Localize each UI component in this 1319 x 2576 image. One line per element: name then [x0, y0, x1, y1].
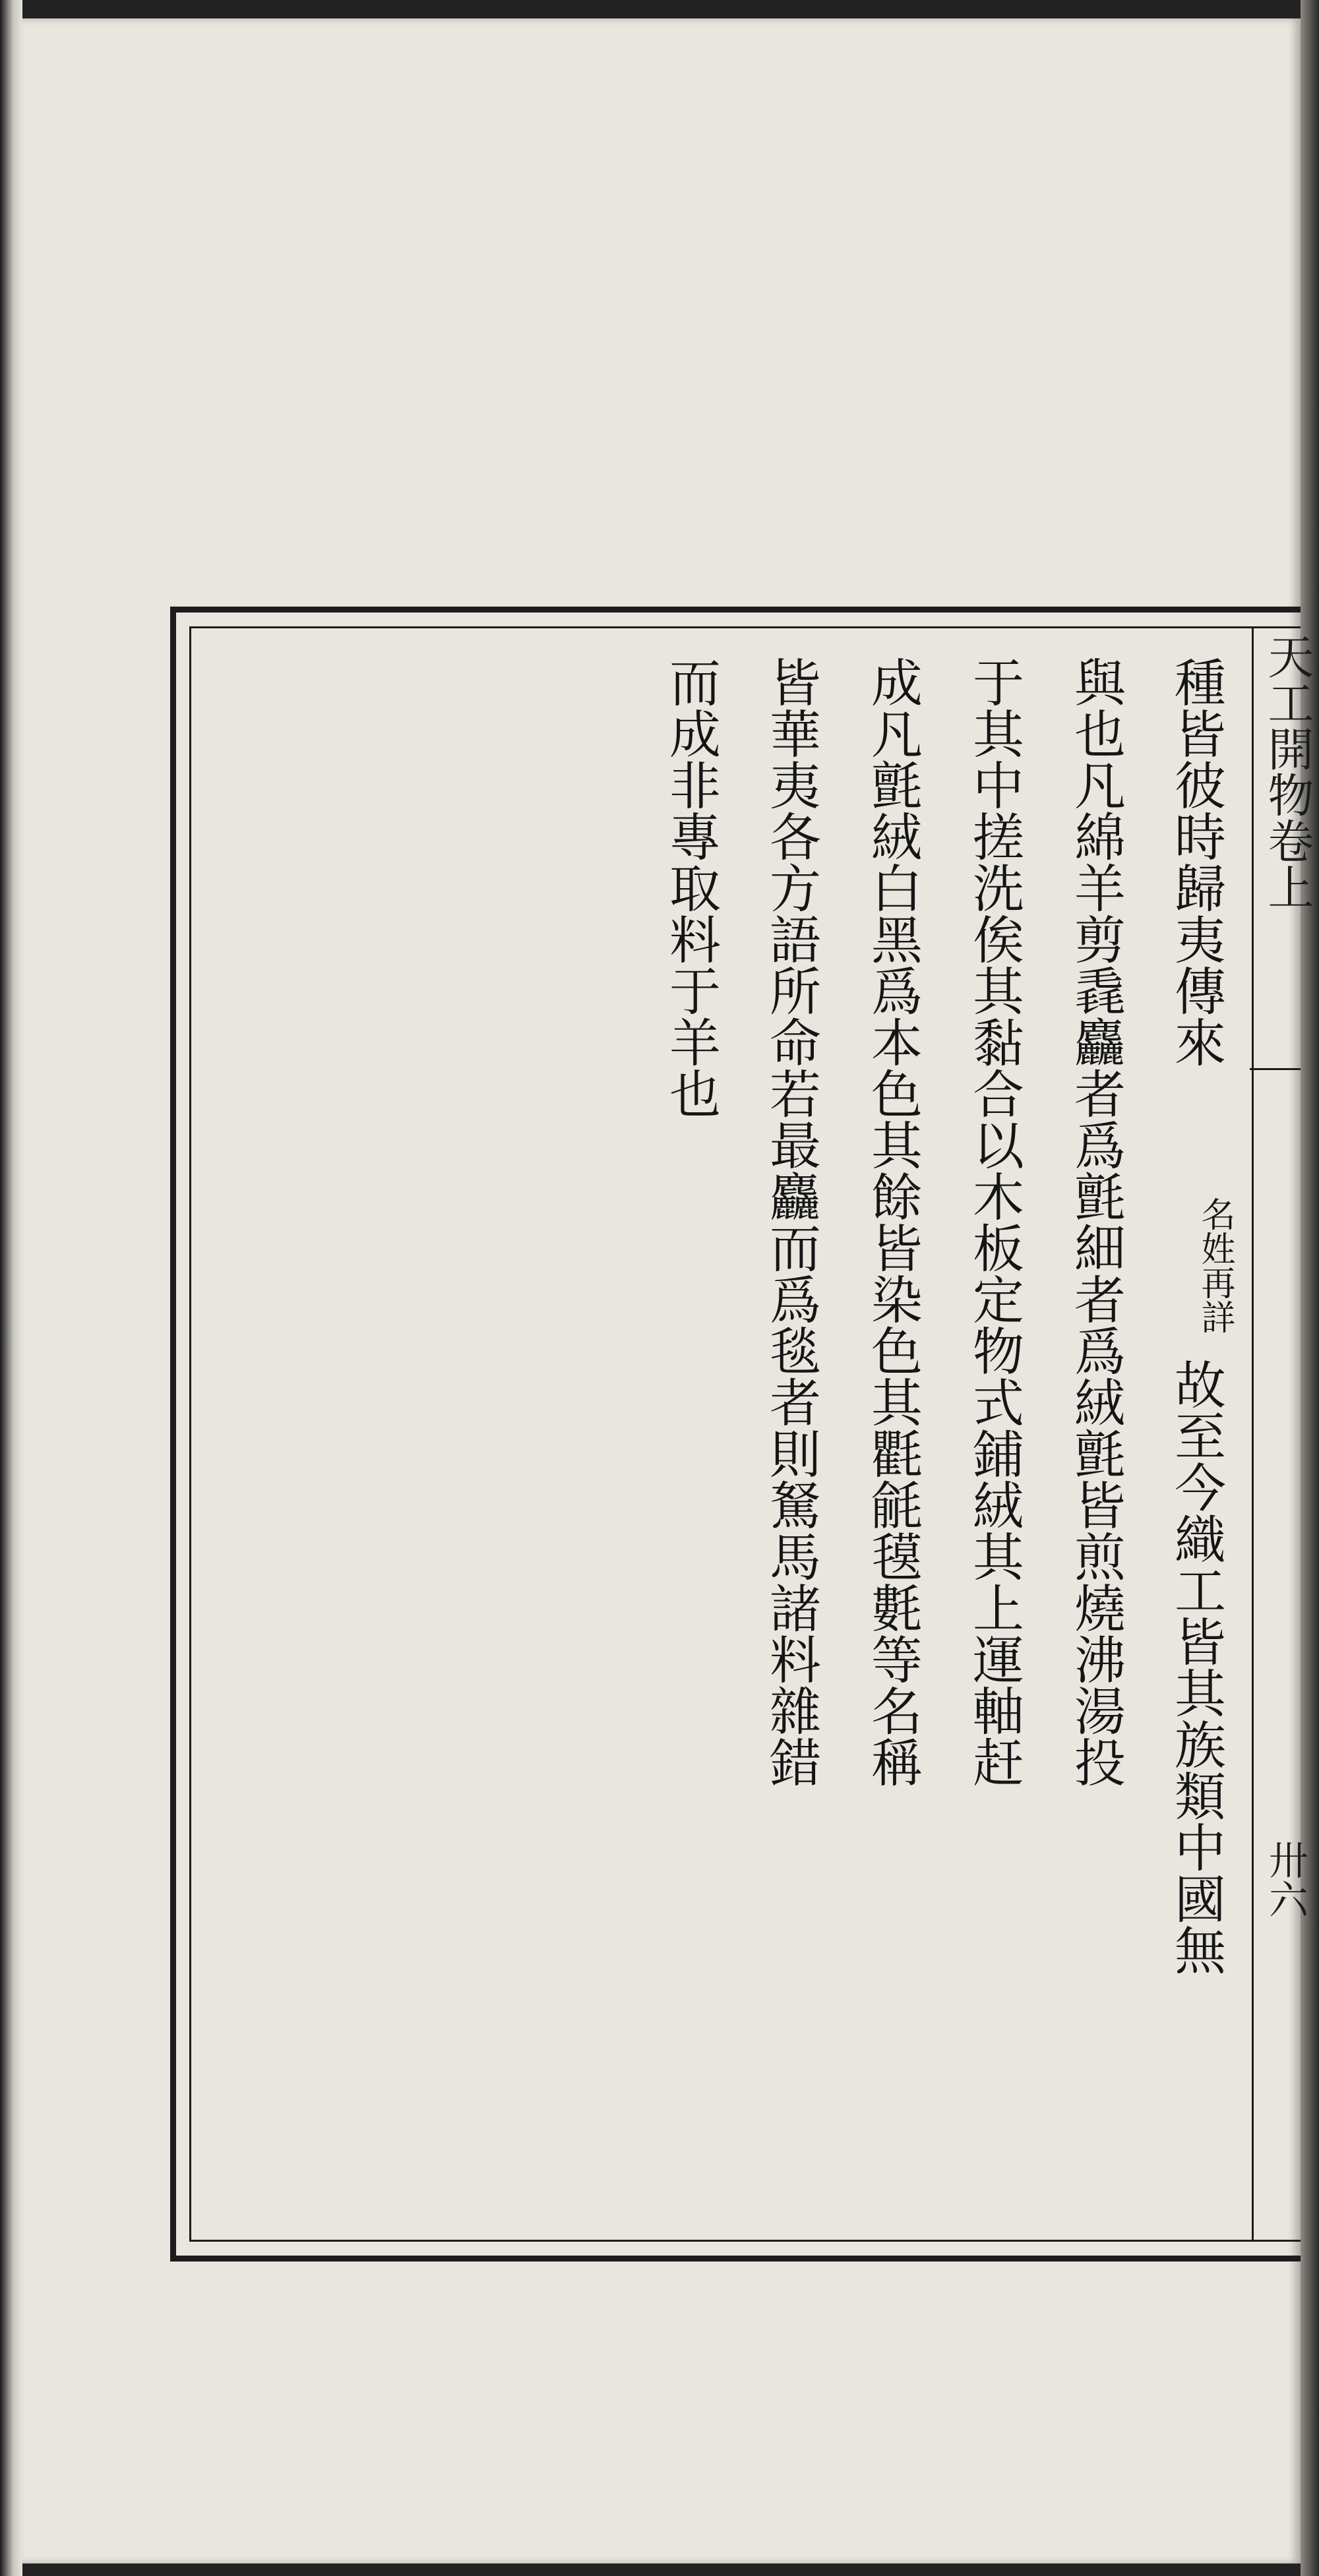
text-column-1-part-a: 種皆彼時歸夷傳來 [1166, 656, 1225, 1067]
page-border-inner [189, 626, 1301, 2242]
text-column-3: 于其中搓洗俟其黏合以木板定物式鋪絨其上運軸赶 [964, 656, 1024, 1787]
book-edge-right [1301, 0, 1319, 2576]
text-column-1-part-b: 故至今織工皆其族類中國無 [1166, 1358, 1225, 1975]
fold-book-title: 天工開物卷上 [1260, 633, 1314, 910]
text-column-4: 成凡氈絨白黑爲本色其餘皆染色其氍毹氁氀等名稱 [863, 656, 922, 1787]
fold-center-line [1252, 626, 1254, 2242]
interlinear-note: 名姓再詳 [1195, 1197, 1235, 1334]
text-column-6: 而成非專取料于羊也 [661, 656, 720, 1119]
book-spine-left [0, 0, 22, 2576]
fold-page-number: 卅六 [1262, 1840, 1308, 1919]
fold-title-divider [1250, 1068, 1301, 1070]
text-column-2: 與也凡綿羊剪毳麤者爲氈細者爲絨氈皆煎燒沸湯投 [1066, 656, 1125, 1787]
text-column-5: 皆華夷各方語所命若最麤而爲毯者則駑馬諸料雜錯 [761, 656, 820, 1787]
